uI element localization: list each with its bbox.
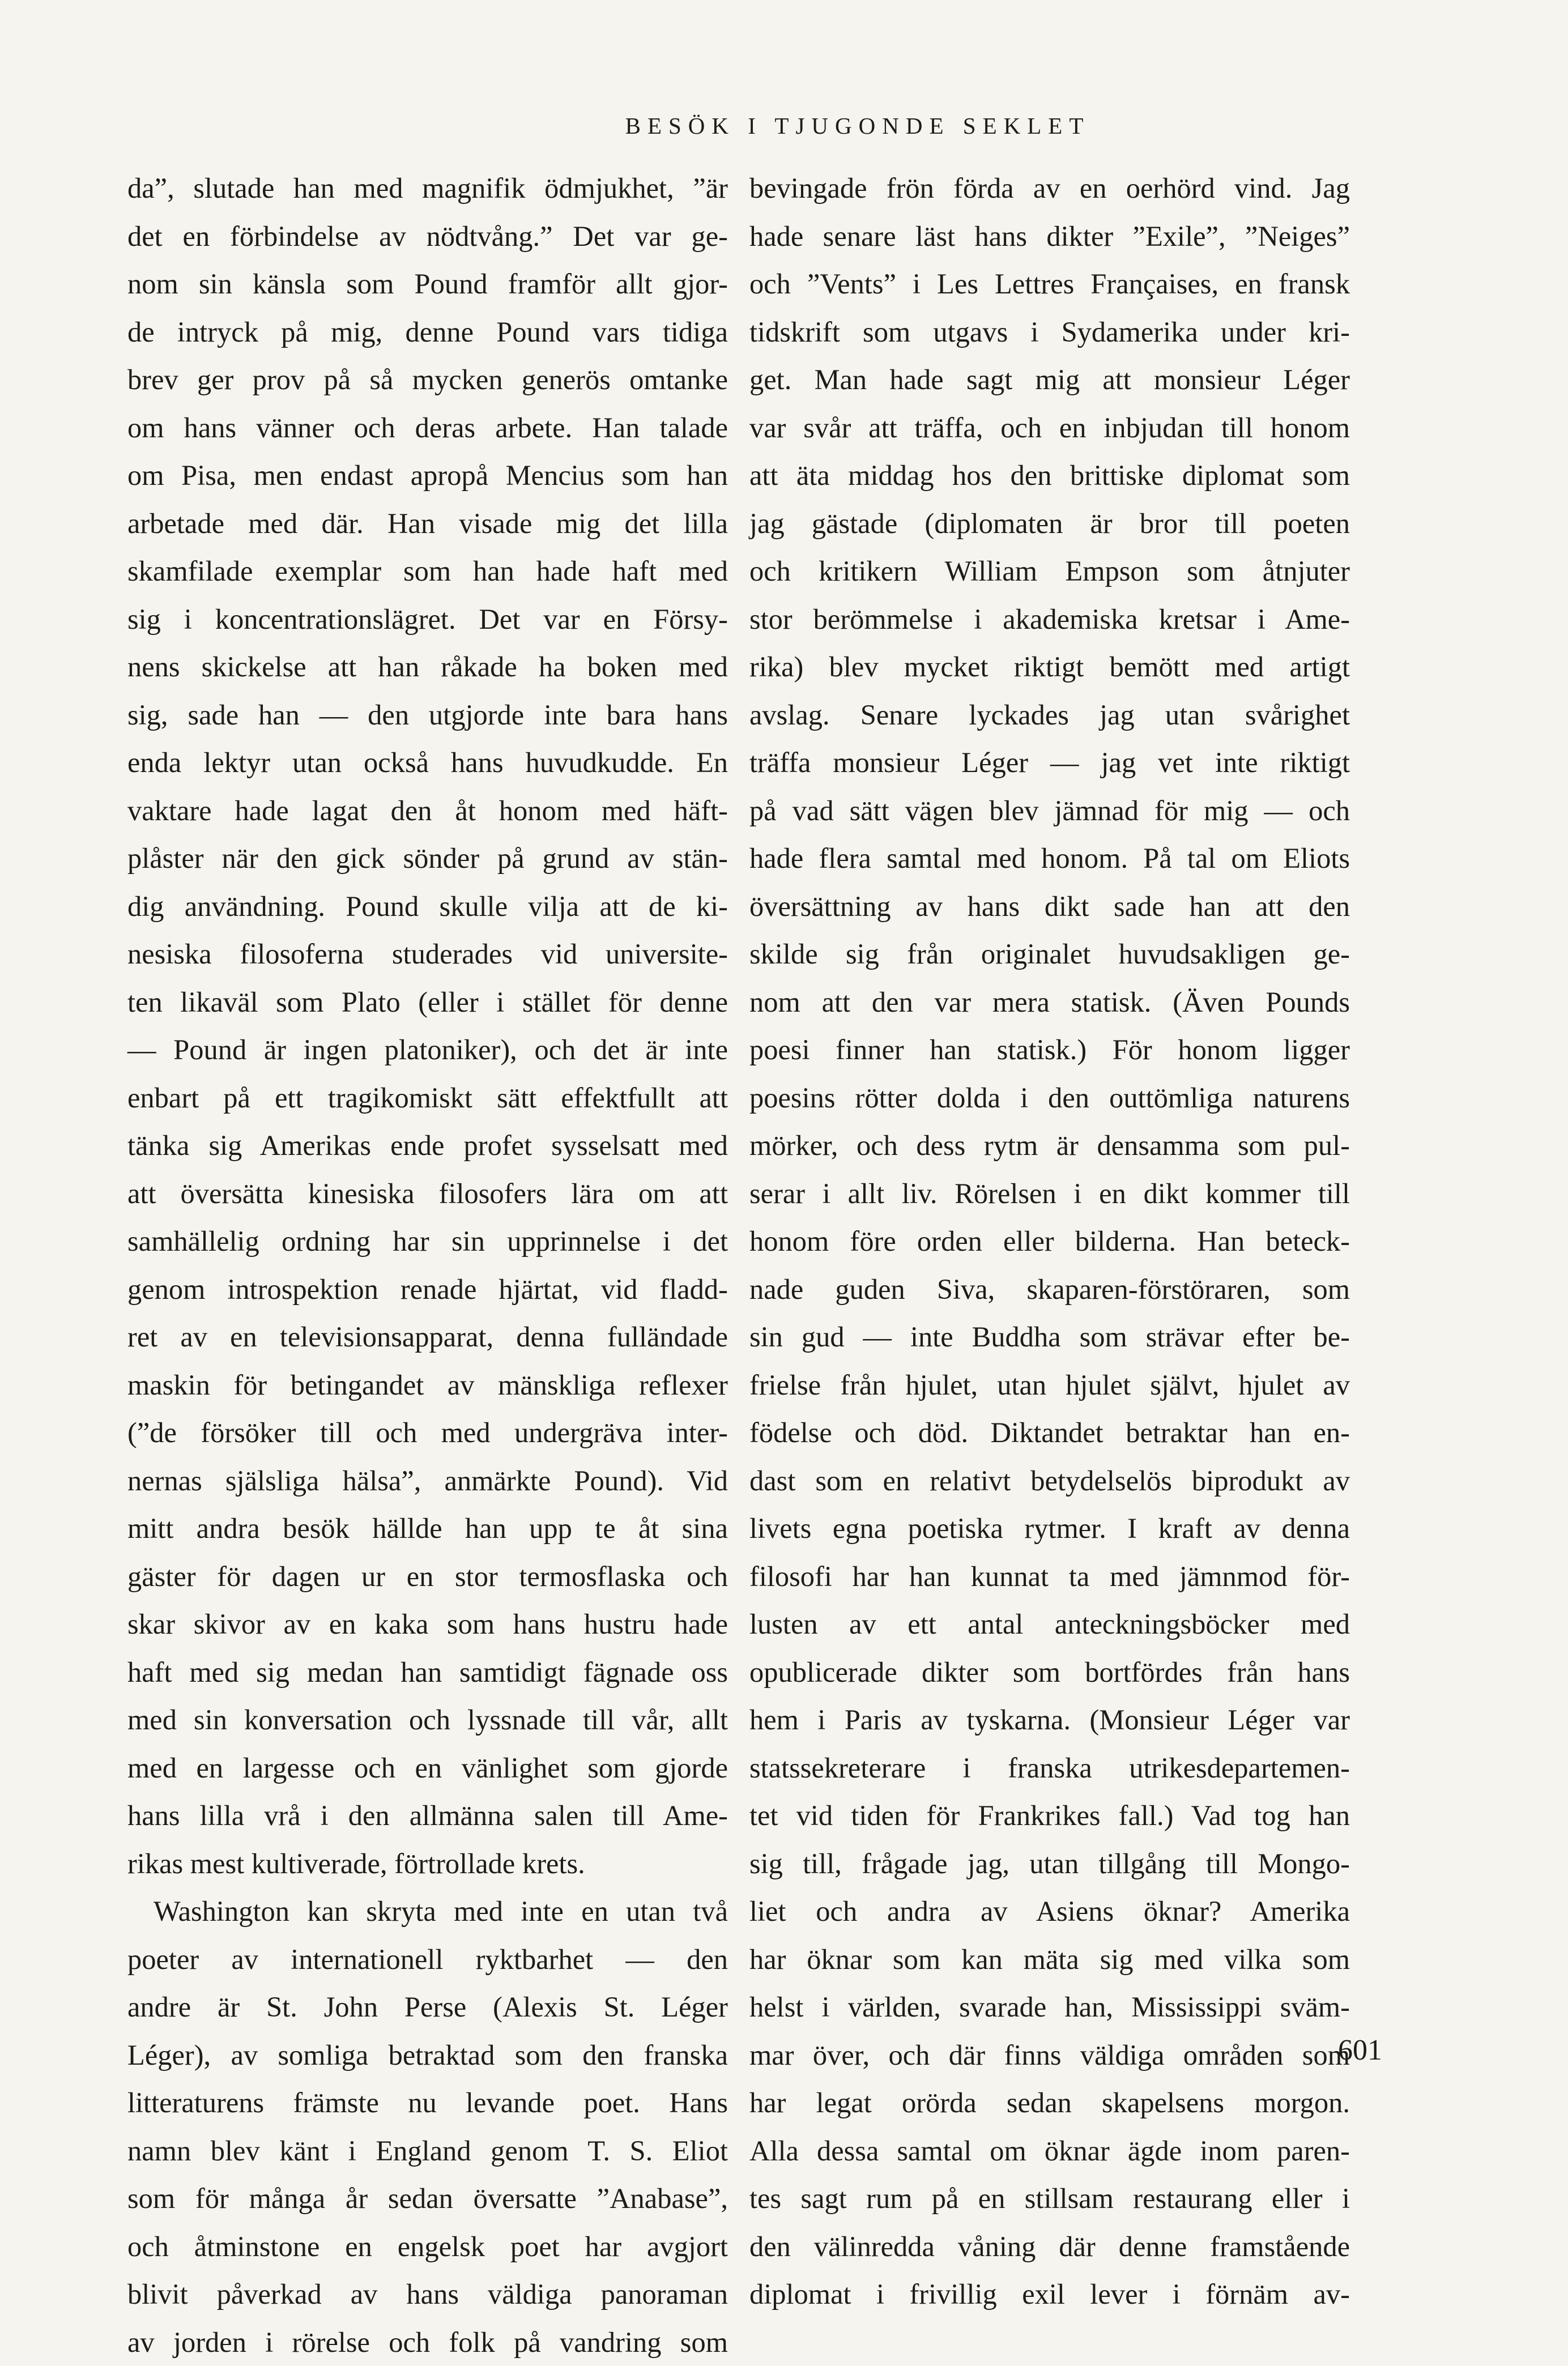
text-line: (”de försöker till och med undergräva inter-	[127, 1409, 728, 1457]
text-line: andre är St. John Perse (Alexis St. Léger	[127, 1983, 728, 2031]
text-line: med en largesse och en vänlighet som gjorde	[127, 1744, 728, 1792]
text-line: dig användning. Pound skulle vilja att de ki-	[127, 883, 728, 931]
text-line: enda lektyr utan också hans huvudkudde. En	[127, 739, 728, 787]
text-line: att översätta kinesiska filosofers lära om att	[127, 1170, 728, 1218]
text-line: hans lilla vrå i den allmänna salen till Ame-	[127, 1792, 728, 1840]
text-line: poeter av internationell ryktbarhet — den	[127, 1936, 728, 1984]
text-line: — Pound är ingen platoniker), och det är inte	[127, 1026, 728, 1074]
text-line: har öknar som kan mäta sig med vilka som	[749, 1936, 1350, 1984]
text-line: vaktare hade lagat den åt honom med häft-	[127, 787, 728, 835]
text-line: födelse och död. Diktandet betraktar han en-	[749, 1409, 1350, 1457]
text-line: litteraturens främste nu levande poet. Hans	[127, 2079, 728, 2127]
text-line: sig i koncentrationslägret. Det var en Försy-	[127, 595, 728, 643]
text-line: hem i Paris av tyskarna. (Monsieur Léger var	[749, 1696, 1350, 1744]
text-line: den välinredda våning där denne framstående	[749, 2223, 1350, 2271]
text-line: liet och andra av Asiens öknar? Amerika	[749, 1887, 1350, 1936]
text-line: gäster för dagen ur en stor termosflaska och	[127, 1553, 728, 1601]
text-line: tänka sig Amerikas ende profet sysselsatt med	[127, 1122, 728, 1170]
left-column	[127, 164, 728, 2366]
text-line: stor berömmelse i akademiska kretsar i Ame-	[749, 595, 1350, 643]
text-line: enbart på ett tragikomiskt sätt effektfullt att	[127, 1074, 728, 1122]
running-header: BESÖK I TJUGONDE SEKLET	[0, 112, 1568, 139]
text-line: rika) blev mycket riktigt bemött med artigt	[749, 643, 1350, 691]
right-column	[749, 164, 1350, 2318]
text-line: mitt andra besök hällde han upp te åt sina	[127, 1504, 728, 1553]
text-line: av jorden i rörelse och folk på vandring som	[127, 2318, 728, 2366]
text-line: och ”Vents” i Les Lettres Françaises, en fransk	[749, 260, 1350, 308]
text-line: serar i allt liv. Rörelsen i en dikt kommer till	[749, 1170, 1350, 1218]
text-line: lusten av ett antal anteckningsböcker med	[749, 1600, 1350, 1648]
text-line: som för många år sedan översatte ”Anabase”,	[127, 2175, 728, 2223]
text-line: nade guden Siva, skaparen-förstöraren, som	[749, 1265, 1350, 1314]
text-line: sig, sade han — den utgjorde inte bara hans	[127, 691, 728, 739]
text-line: skilde sig från originalet huvudsakligen ge-	[749, 930, 1350, 978]
text-line: hade senare läst hans dikter ”Exile”, ”Neiges”	[749, 212, 1350, 261]
text-line: haft med sig medan han samtidigt fägnade oss	[127, 1648, 728, 1696]
text-line: sig till, frågade jag, utan tillgång till Mongo-	[749, 1840, 1350, 1888]
text-line: sin gud — inte Buddha som strävar efter be-	[749, 1313, 1350, 1361]
text-line: om hans vänner och deras arbete. Han talade	[127, 404, 728, 452]
text-line: de intryck på mig, denne Pound vars tidiga	[127, 308, 728, 356]
page-number: 601	[1338, 2034, 1382, 2067]
text-line: att äta middag hos den brittiske diplomat som	[749, 451, 1350, 500]
text-line: Washington kan skryta med inte en utan två	[127, 1887, 728, 1936]
text-line: översättning av hans dikt sade han att den	[749, 883, 1350, 931]
text-line: det en förbindelse av nödtvång.” Det var ge-	[127, 212, 728, 261]
text-line: get. Man hade sagt mig att monsieur Léger	[749, 356, 1350, 404]
text-line: hade flera samtal med honom. På tal om Eliots	[749, 834, 1350, 883]
text-line: maskin för betingandet av mänskliga reflexer	[127, 1361, 728, 1409]
text-line: honom före orden eller bilderna. Han beteck-	[749, 1217, 1350, 1265]
text-line: filosofi har han kunnat ta med jämnmod för-	[749, 1553, 1350, 1601]
text-line: diplomat i frivillig exil lever i förnäm av-	[749, 2270, 1350, 2318]
text-line: rikas mest kultiverade, förtrollade krets.	[127, 1840, 728, 1888]
text-line: om Pisa, men endast apropå Mencius som han	[127, 451, 728, 500]
text-line: bevingade frön förda av en oerhörd vind. Jag	[749, 164, 1350, 212]
text-line: poesins rötter dolda i den outtömliga naturens	[749, 1074, 1350, 1122]
text-line: avslag. Senare lyckades jag utan svårighet	[749, 691, 1350, 739]
text-line: samhällelig ordning har sin upprinnelse i det	[127, 1217, 728, 1265]
text-line: nernas själsliga hälsa”, anmärkte Pound). Vid	[127, 1457, 728, 1505]
text-line: och kritikern William Empson som åtnjuter	[749, 547, 1350, 595]
text-line: träffa monsieur Léger — jag vet inte riktigt	[749, 739, 1350, 787]
text-line: var svår att träffa, och en inbjudan till honom	[749, 404, 1350, 452]
text-line: livets egna poetiska rytmer. I kraft av denna	[749, 1504, 1350, 1553]
text-line: plåster när den gick sönder på grund av stän-	[127, 834, 728, 883]
text-line: frielse från hjulet, utan hjulet självt, hjulet av	[749, 1361, 1350, 1409]
text-line: helst i världen, svarade han, Mississippi sväm-	[749, 1983, 1350, 2031]
text-line: Léger), av somliga betraktad som den franska	[127, 2031, 728, 2079]
text-line: poesi finner han statisk.) För honom ligger	[749, 1026, 1350, 1074]
text-line: ret av en televisionsapparat, denna fulländade	[127, 1313, 728, 1361]
text-line: genom introspektion renade hjärtat, vid fladd-	[127, 1265, 728, 1314]
text-line: ten likaväl som Plato (eller i stället för denne	[127, 978, 728, 1026]
text-line: nom att den var mera statisk. (Även Pounds	[749, 978, 1350, 1026]
text-line: opublicerade dikter som bortfördes från hans	[749, 1648, 1350, 1696]
text-line: namn blev känt i England genom T. S. Eliot	[127, 2127, 728, 2175]
text-line: dast som en relativt betydelselös biprodukt av	[749, 1457, 1350, 1505]
text-line: mörker, och dess rytm är densamma som pul-	[749, 1122, 1350, 1170]
text-line: tes sagt rum på en stillsam restaurang eller i	[749, 2175, 1350, 2223]
text-line: jag gästade (diplomaten är bror till poeten	[749, 500, 1350, 548]
text-line: Alla dessa samtal om öknar ägde inom paren-	[749, 2127, 1350, 2175]
text-line: brev ger prov på så mycken generös omtanke	[127, 356, 728, 404]
text-line: nom sin känsla som Pound framför allt gjor-	[127, 260, 728, 308]
text-line: statssekreterare i franska utrikesdepartemen-	[749, 1744, 1350, 1792]
text-line: da”, slutade han med magnifik ödmjukhet, ”är	[127, 164, 728, 212]
text-line: nens skickelse att han råkade ha boken med	[127, 643, 728, 691]
text-line: nesiska filosoferna studerades vid universite-	[127, 930, 728, 978]
text-line: tidskrift som utgavs i Sydamerika under kri-	[749, 308, 1350, 356]
text-line: skar skivor av en kaka som hans hustru hade	[127, 1600, 728, 1648]
text-line: arbetade med där. Han visade mig det lilla	[127, 500, 728, 548]
text-line: har legat orörda sedan skapelsens morgon.	[749, 2079, 1350, 2127]
text-line: skamfilade exemplar som han hade haft med	[127, 547, 728, 595]
text-line: på vad sätt vägen blev jämnad för mig — och	[749, 787, 1350, 835]
text-line: blivit påverkad av hans väldiga panoraman	[127, 2270, 728, 2318]
text-line: med sin konversation och lyssnade till vår, allt	[127, 1696, 728, 1744]
text-line: och åtminstone en engelsk poet har avgjort	[127, 2223, 728, 2271]
text-line: tet vid tiden för Frankrikes fall.) Vad tog han	[749, 1792, 1350, 1840]
text-line: mar över, och där finns väldiga områden som	[749, 2031, 1350, 2079]
